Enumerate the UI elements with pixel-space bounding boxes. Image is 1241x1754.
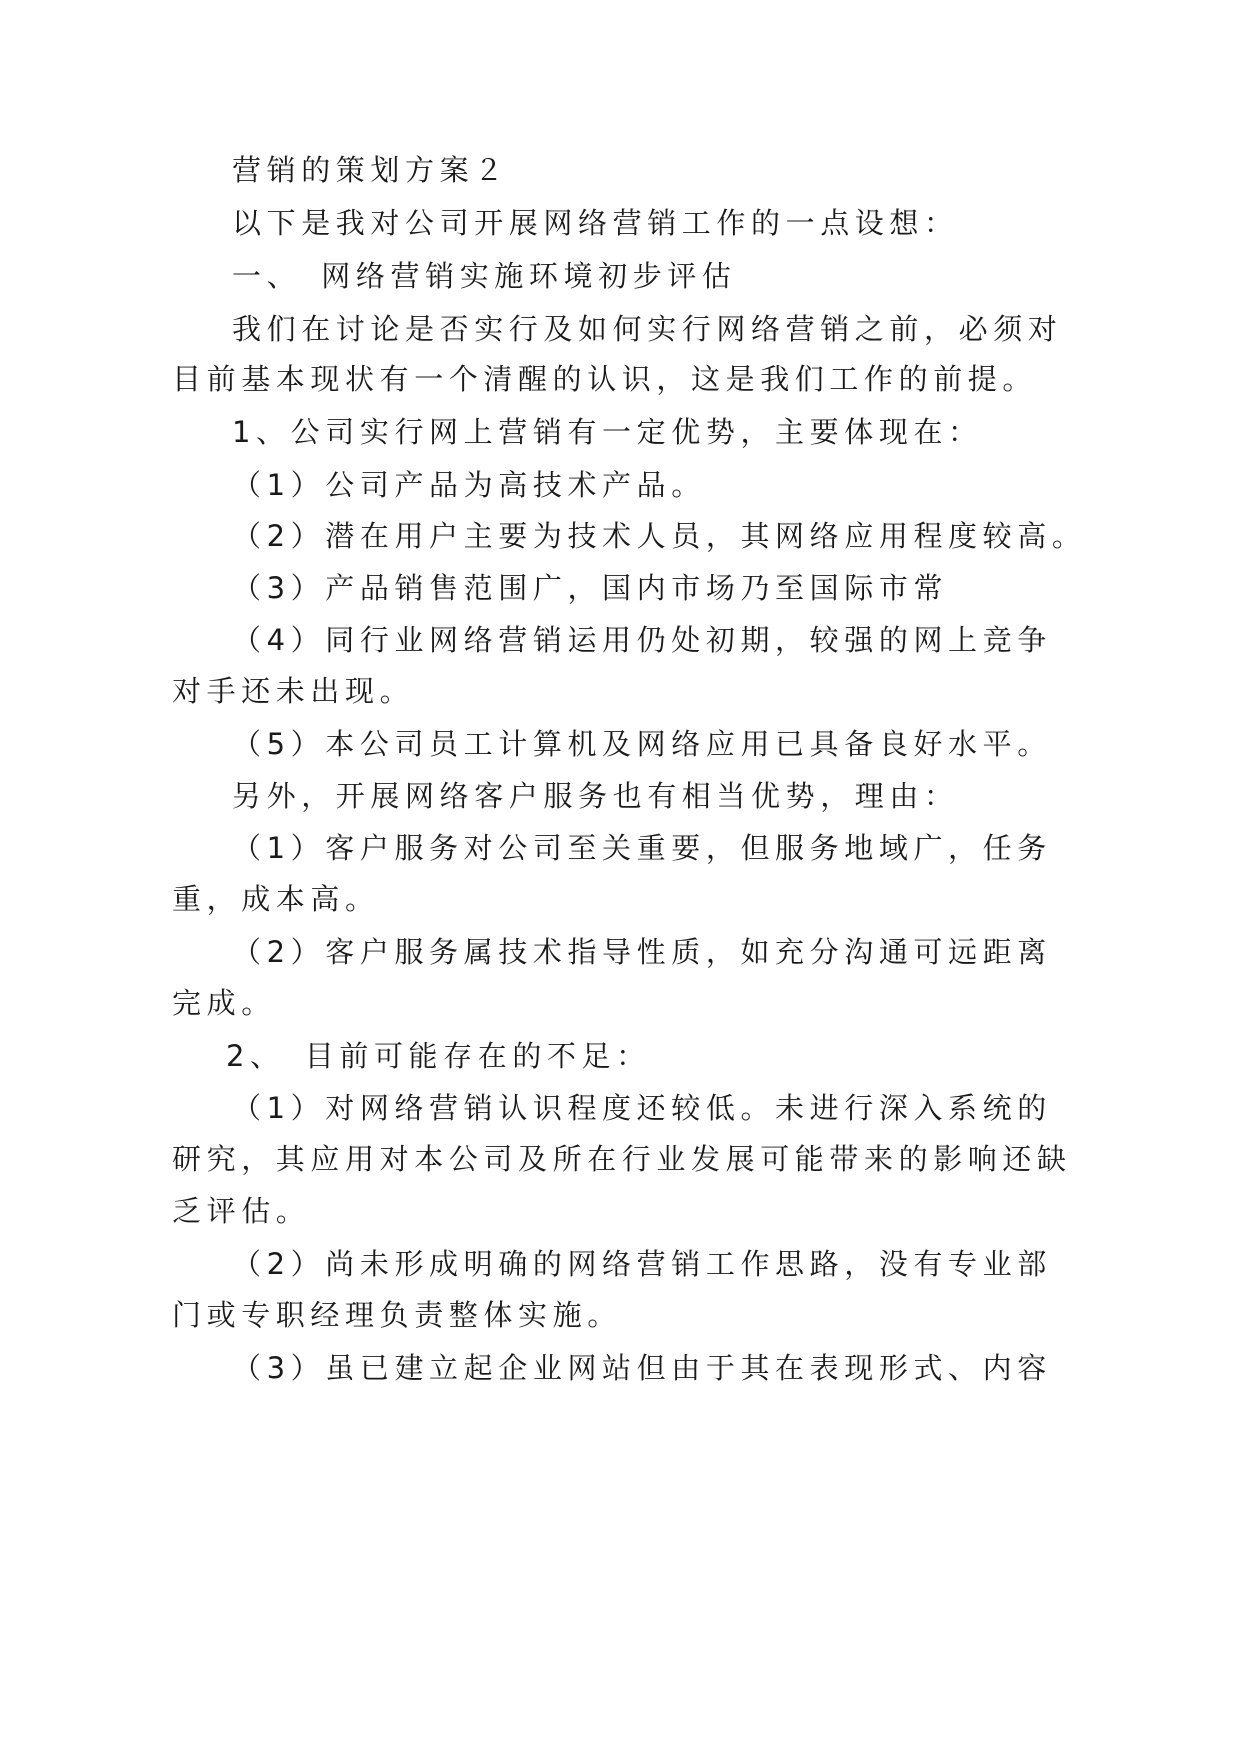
- subsection-heading: 1、公司实行网上营销有一定优势，主要体现在：: [232, 415, 983, 449]
- list-item: （2）尚未形成明确的网络营销工作思路，没有专业部: [232, 1247, 1052, 1281]
- list-item: （2）客户服务属技术指导性质，如充分沟通可远距离: [232, 935, 1052, 969]
- list-item-continuation: 重，成本高。: [172, 882, 380, 916]
- subsection-heading: 2、 目前可能存在的不足：: [226, 1039, 651, 1073]
- paragraph-line: 另外，开展网络客户服务也有相当优势，理由：: [232, 779, 959, 813]
- list-item: （3）虽已建立起企业网站但由于其在表现形式、内容: [232, 1351, 1052, 1385]
- list-item: （3）产品销售范围广，国内市场乃至国际市常: [232, 571, 949, 605]
- section-heading: 一、 网络营销实施环境初步评估: [232, 259, 737, 293]
- list-item: （1）对网络营销认识程度还较低。未进行深入系统的: [232, 1091, 1052, 1125]
- list-item-continuation: 对手还未出现。: [172, 674, 415, 708]
- list-item: （1）客户服务对公司至关重要，但服务地域广，任务: [232, 831, 1052, 865]
- list-item-continuation: 门或专职经理负责整体实施。: [172, 1298, 622, 1332]
- list-item: （4）同行业网络营销运用仍处初期，较强的网上竞争: [232, 623, 1052, 657]
- document-title: 营销的策划方案２: [232, 153, 509, 187]
- list-item: （1）公司产品为高技术产品。: [232, 468, 706, 502]
- list-item: （5）本公司员工计算机及网络应用已具备良好水平。: [232, 727, 1052, 761]
- list-item-continuation: 完成。: [172, 986, 276, 1020]
- paragraph-line: 我们在讨论是否实行及如何实行网络营销之前，必须对: [232, 312, 1063, 346]
- list-item-continuation: 乏评估。: [172, 1194, 311, 1228]
- list-item-continuation: 研究，其应用对本公司及所在行业发展可能带来的影响还缺: [172, 1142, 1072, 1176]
- paragraph-line: 以下是我对公司开展网络营销工作的一点设想：: [232, 206, 959, 240]
- paragraph-line: 目前基本现状有一个清醒的认识，这是我们工作的前提。: [172, 362, 1038, 396]
- list-item: （2）潜在用户主要为技术人员，其网络应用程度较高。: [232, 519, 1087, 553]
